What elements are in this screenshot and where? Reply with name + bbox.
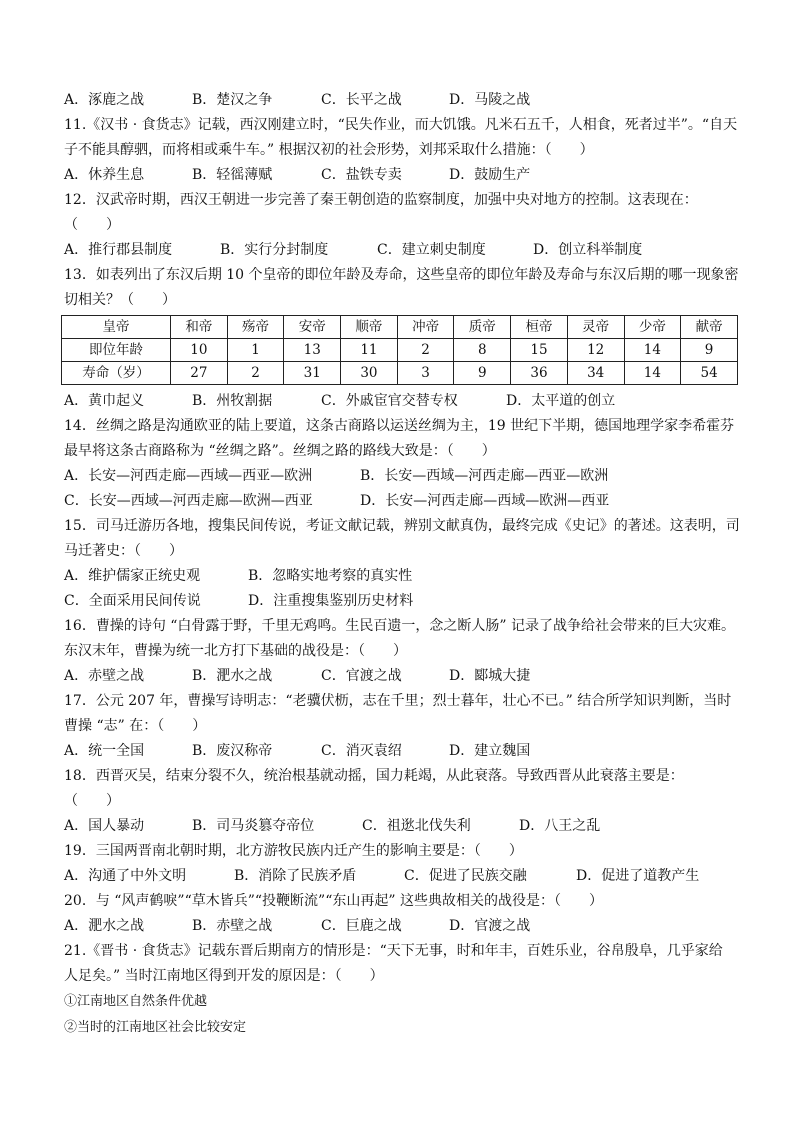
q13-stem-line-1: 13．如表列出了东汉后期 10 个皇帝的即位年龄及寿命，这些皇帝的即位年龄及寿命与东汉后期的哪一现象密 — [64, 267, 739, 283]
option-d[interactable]: D．长安—河西走廊—西域—欧洲—西亚 — [360, 493, 610, 509]
table-cell: 34 — [567, 362, 624, 385]
table-cell: 殇帝 — [227, 316, 284, 339]
q16-stem-line-2: 东汉末年，曹操为统一北方打下基础的战役是：（ ） — [64, 643, 407, 659]
option-d[interactable]: D．注重搜集鉴别历史材料 — [248, 593, 414, 609]
option-b[interactable]: B．赤壁之战 — [192, 918, 273, 934]
table-cell: 11 — [341, 339, 398, 362]
option-a[interactable]: A．赤壁之战 — [64, 668, 145, 684]
table-cell: 36 — [511, 362, 568, 385]
table-cell: 8 — [454, 339, 511, 362]
q14-options-row-1 — [64, 464, 740, 489]
q18-stem-line-1: 18．西晋灭吴，结束分裂不久，统治根基就动摇，国力耗竭，从此衰落。导致西晋从此衰落主要是： — [64, 768, 684, 784]
option-c[interactable]: C．盐铁专卖 — [321, 167, 402, 183]
option-c[interactable]: C．消灭袁绍 — [321, 743, 402, 759]
q10-options — [64, 88, 740, 113]
option-a[interactable]: A．沟通了中外文明 — [64, 868, 187, 884]
option-a[interactable]: A．涿鹿之战 — [64, 92, 145, 108]
option-c[interactable]: C．促进了民族交融 — [404, 868, 527, 884]
table-cell: 灵帝 — [567, 316, 624, 339]
table-header-row — [62, 316, 738, 339]
table-cell: 即位年龄 — [62, 339, 171, 362]
option-a[interactable]: A．国人暴动 — [64, 818, 145, 834]
table-cell: 2 — [397, 339, 454, 362]
table-cell: 9 — [454, 362, 511, 385]
option-d[interactable]: D．马陵之战 — [449, 92, 531, 108]
emperor-table — [61, 315, 738, 385]
q21-stem-line-1: 21.《晋书 · 食货志》记载东晋后期南方的情形是：“天下无事，时和年丰，百姓乐业，谷帛殷阜，几乎家给 — [64, 943, 723, 959]
q15-options-row-1 — [64, 564, 740, 589]
exam-page — [64, 88, 740, 1041]
option-b[interactable]: B．州牧割据 — [192, 393, 273, 409]
table-cell: 和帝 — [171, 316, 228, 339]
q17-options — [64, 739, 740, 764]
q19-options — [64, 864, 740, 889]
table-cell: 皇帝 — [62, 316, 171, 339]
table-row — [62, 339, 738, 362]
q15-options-row-2 — [64, 589, 740, 614]
option-a[interactable]: A．休养生息 — [64, 167, 145, 183]
option-a[interactable]: A．淝水之战 — [64, 918, 145, 934]
table-cell: 30 — [341, 362, 398, 385]
q12-options — [64, 238, 740, 263]
option-d[interactable]: D．八王之乱 — [519, 818, 601, 834]
option-b[interactable]: B．楚汉之争 — [192, 92, 273, 108]
table-cell: 顺帝 — [341, 316, 398, 339]
q18-stem-line-2: （ ） — [64, 793, 120, 809]
option-d[interactable]: D．官渡之战 — [449, 918, 531, 934]
table-cell: 1 — [227, 339, 284, 362]
option-d[interactable]: D．促进了道教产生 — [576, 868, 700, 884]
q15-stem-line-1: 15．司马迁游历各地，搜集民间传说，考证文献记载，辨别文献真伪，最终完成《史记》的著述。这表明，司 — [64, 518, 740, 534]
table-cell: 12 — [567, 339, 624, 362]
q17-stem-line-2: 曹操 “志” 在：（ ） — [64, 718, 207, 734]
q13-stem-line-2: 切相关？（ ） — [64, 292, 176, 308]
q21-stem-line-2: 人足矣。” 当时江南地区得到开发的原因是：（ ） — [64, 968, 384, 984]
q15-stem-line-2: 马迁著史：（ ） — [64, 543, 183, 559]
table-cell: 54 — [681, 362, 738, 385]
option-c[interactable]: C．全面采用民间传说 — [64, 593, 201, 609]
q19-stem-line-1: 19．三国两晋南北朝时期，北方游牧民族内迁产生的影响主要是：（ ） — [64, 843, 523, 859]
option-c[interactable]: C．祖逖北伐失利 — [362, 818, 471, 834]
option-c[interactable]: C．官渡之战 — [321, 668, 402, 684]
table-cell: 3 — [397, 362, 454, 385]
table-cell: 31 — [284, 362, 341, 385]
q17-stem-line-1: 17．公元 207 年，曹操写诗明志：“老骥伏枥，志在千里；烈士暮年，壮心不已。” 结合所学知识判断，当时 — [64, 693, 732, 709]
option-c[interactable]: C．建立刺史制度 — [377, 242, 486, 258]
table-cell: 14 — [624, 339, 681, 362]
option-a[interactable]: A．长安—河西走廊—西域—西亚—欧洲 — [64, 468, 313, 484]
q21-statement-1: ①江南地区自然条件优越 — [64, 994, 208, 1009]
table-cell: 15 — [511, 339, 568, 362]
option-b[interactable]: B．轻徭薄赋 — [192, 167, 273, 183]
table-cell: 9 — [681, 339, 738, 362]
table-cell: 少帝 — [624, 316, 681, 339]
q21-statement-2: ②当时的江南地区社会比较安定 — [64, 1020, 247, 1035]
q18-options — [64, 814, 740, 839]
table-cell: 献帝 — [681, 316, 738, 339]
option-d[interactable]: D．鼓励生产 — [449, 167, 531, 183]
q16-stem-line-1: 16．曹操的诗句 “白骨露于野，千里无鸡鸣。生民百遗一，念之断人肠” 记录了战争给社会带来的巨大灾难。 — [64, 618, 736, 634]
option-b[interactable]: B．废汉称帝 — [192, 743, 273, 759]
q14-options-row-2 — [64, 489, 740, 514]
option-c[interactable]: C．长安—西域—河西走廊—欧洲—西亚 — [64, 493, 313, 509]
q20-stem-line-1: 20．与 “风声鹤唳”“草木皆兵”“投鞭断流”“东山再起” 这些典故相关的战役是：（ ） — [64, 893, 603, 909]
option-c[interactable]: C．巨鹿之战 — [321, 918, 402, 934]
option-a[interactable]: A．推行郡县制度 — [64, 242, 173, 258]
table-cell: 2 — [227, 362, 284, 385]
option-b[interactable]: B．淝水之战 — [192, 668, 273, 684]
q11-stem-line-1: 11.《汉书 · 食货志》记载，西汉刚建立时，“民失作业，而大饥饿。凡米石五千，人相食，死者过半”。“自天 — [64, 117, 738, 133]
table-cell: 桓帝 — [511, 316, 568, 339]
table-row — [62, 362, 738, 385]
option-d[interactable]: D．建立魏国 — [449, 743, 531, 759]
table-cell: 27 — [171, 362, 228, 385]
option-a[interactable]: A．黄巾起义 — [64, 393, 145, 409]
table-cell: 13 — [284, 339, 341, 362]
table-cell: 安帝 — [284, 316, 341, 339]
q16-options — [64, 664, 740, 689]
q11-stem-line-2: 子不能具醇驷，而将相或乘牛车。” 根据汉初的社会形势，刘邦采取什么措施：（ ） — [64, 142, 594, 158]
q11-options — [64, 163, 740, 188]
q12-stem-line-1: 12．汉武帝时期，西汉王朝进一步完善了秦王朝创造的监察制度，加强中央对地方的控制。这表现在： — [64, 192, 698, 208]
option-d[interactable]: D．郾城大捷 — [449, 668, 531, 684]
q14-stem-line-2: 最早将这条古商路称为 “丝绸之路”。丝绸之路的路线大致是：（ ） — [64, 443, 496, 459]
option-b[interactable]: B．实行分封制度 — [220, 242, 329, 258]
option-b[interactable]: B．司马炎篡夺帝位 — [192, 818, 315, 834]
q14-stem-line-1: 14．丝绸之路是沟通欧亚的陆上要道，这条古商路以运送丝绸为主，19 世纪下半期，德国地理学家李希霍芬 — [64, 418, 735, 434]
option-b[interactable]: B．消除了民族矛盾 — [234, 868, 357, 884]
table-cell: 寿命（岁） — [62, 362, 171, 385]
option-d[interactable]: D．创立科举制度 — [533, 242, 643, 258]
option-b[interactable]: B．忽略实地考察的真实性 — [248, 568, 413, 584]
q12-stem-line-2: （ ） — [64, 217, 120, 233]
option-c[interactable]: C．外戚宦官交替专权 — [321, 393, 458, 409]
table-cell: 10 — [171, 339, 228, 362]
table-cell: 质帝 — [454, 316, 511, 339]
q20-options — [64, 914, 740, 939]
option-a[interactable]: A．统一全国 — [64, 743, 145, 759]
table-cell: 14 — [624, 362, 681, 385]
option-a[interactable]: A．维护儒家正统史观 — [64, 568, 201, 584]
q13-options — [64, 389, 740, 414]
option-b[interactable]: B．长安—西域—河西走廊—西亚—欧洲 — [360, 468, 609, 484]
option-c[interactable]: C．长平之战 — [321, 92, 402, 108]
option-d[interactable]: D．太平道的创立 — [506, 393, 616, 409]
table-cell: 冲帝 — [397, 316, 454, 339]
